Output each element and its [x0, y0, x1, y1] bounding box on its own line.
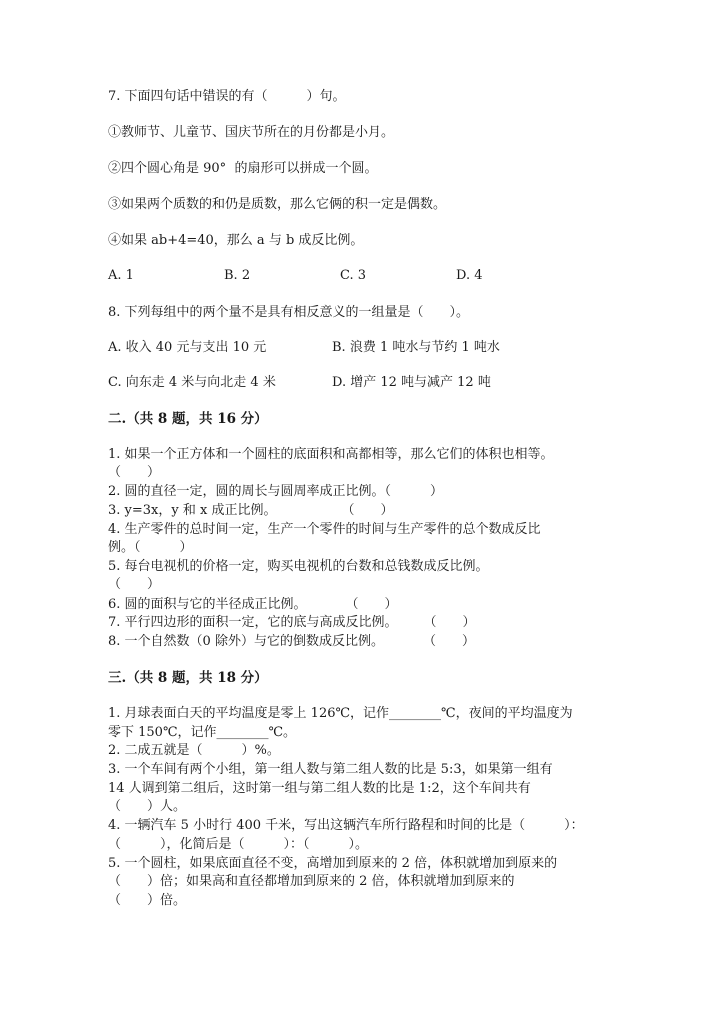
s2-line: 1. 如果一个正方体和一个圆柱的底面积和高都相等，那么它们的体积也相等。	[108, 447, 554, 462]
q8-option-d: D. 增产 12 吨与减产 12 吨	[332, 375, 491, 390]
q7-statement-2: ②四个圆心角是 90° 的扇形可以拼成一个圆。	[108, 161, 378, 176]
q7-stem: 7. 下面四句话中错误的有（ ）句。	[108, 89, 346, 104]
q7-option-d: D. 4	[456, 268, 483, 283]
s2-line: 例。（ ）	[108, 540, 193, 555]
s2-line: 7. 平行四边形的面积一定，它的底与高成反比例。 （ ）	[108, 615, 476, 630]
s3-line: 14 人调到第二组后，这时第一组与第二组人数的比是 1:2，这个车间共有	[108, 781, 531, 796]
q7-statement-1: ①教师节、儿童节、国庆节所在的月份都是小月。	[108, 125, 395, 140]
s3-line: （ ）人。	[108, 799, 187, 814]
section-2-heading: 二.（共 8 题，共 16 分）	[108, 411, 268, 427]
s3-line: 5. 一个圆柱，如果底面直径不变，高增加到原来的 2 倍，体积就增加到原来的	[108, 856, 558, 871]
q8-stem: 8. 下列每组中的两个量不是具有相反意义的一组量是（ ）。	[108, 305, 470, 320]
s2-line: （ ）	[108, 577, 161, 592]
q8-option-c: C. 向东走 4 米与向北走 4 米	[108, 375, 276, 390]
s2-line: 6. 圆的面积与它的半径成正比例。 （ ）	[108, 597, 398, 612]
s2-line: 5. 每台电视机的价格一定，购买电视机的台数和总钱数成反比例。	[108, 559, 489, 574]
s2-line: 4. 生产零件的总时间一定，生产一个零件的时间与生产零件的总个数成反比	[108, 522, 541, 537]
s2-line: 2. 圆的直径一定，圆的周长与圆周率成正比例。（ ）	[108, 484, 444, 499]
q8-option-a: A. 收入 40 元与支出 10 元	[108, 340, 267, 355]
q7-option-b: B. 2	[224, 268, 251, 283]
q7-option-a: A. 1	[108, 268, 134, 283]
s3-line: 3. 一个车间有两个小组，第一组人数与第二组人数的比是 5:3，如果第一组有	[108, 762, 553, 777]
s2-line: 3. y=3x，y 和 x 成正比例。 （ ）	[108, 503, 394, 518]
q8-option-b: B. 浪费 1 吨水与节约 1 吨水	[332, 340, 500, 355]
q7-statement-3: ③如果两个质数的和仍是质数，那么它俩的积一定是偶数。	[108, 197, 447, 212]
s2-line: 8. 一个自然数（0 除外）与它的倒数成反比例。 （ ）	[108, 634, 475, 649]
s2-line: （ ）	[108, 465, 161, 480]
s3-line: （ ），化简后是（ ）：（ ）。	[108, 837, 369, 852]
s3-line: 1. 月球表面白天的平均温度是零上 126℃，记作________℃，夜间的平均温度为	[108, 706, 573, 721]
s3-line: 4. 一辆汽车 5 小时行 400 千米，写出这辆汽车所行路程和时间的比是（ ）：	[108, 818, 584, 833]
s3-line: （ ）倍；如果高和直径都增加到原来的 2 倍，体积就增加到原来的	[108, 874, 515, 889]
q7-option-c: C. 3	[340, 268, 367, 283]
q7-statement-4: ④如果 ab+4=40，那么 a 与 b 成反比例。	[108, 233, 364, 248]
s3-line: 零下 150℃，记作________℃。	[108, 725, 297, 740]
s3-line: （ ）倍。	[108, 893, 187, 908]
s3-line: 2. 二成五就是（ ）%。	[108, 743, 280, 758]
section-3-heading: 三.（共 8 题，共 18 分）	[108, 670, 268, 686]
